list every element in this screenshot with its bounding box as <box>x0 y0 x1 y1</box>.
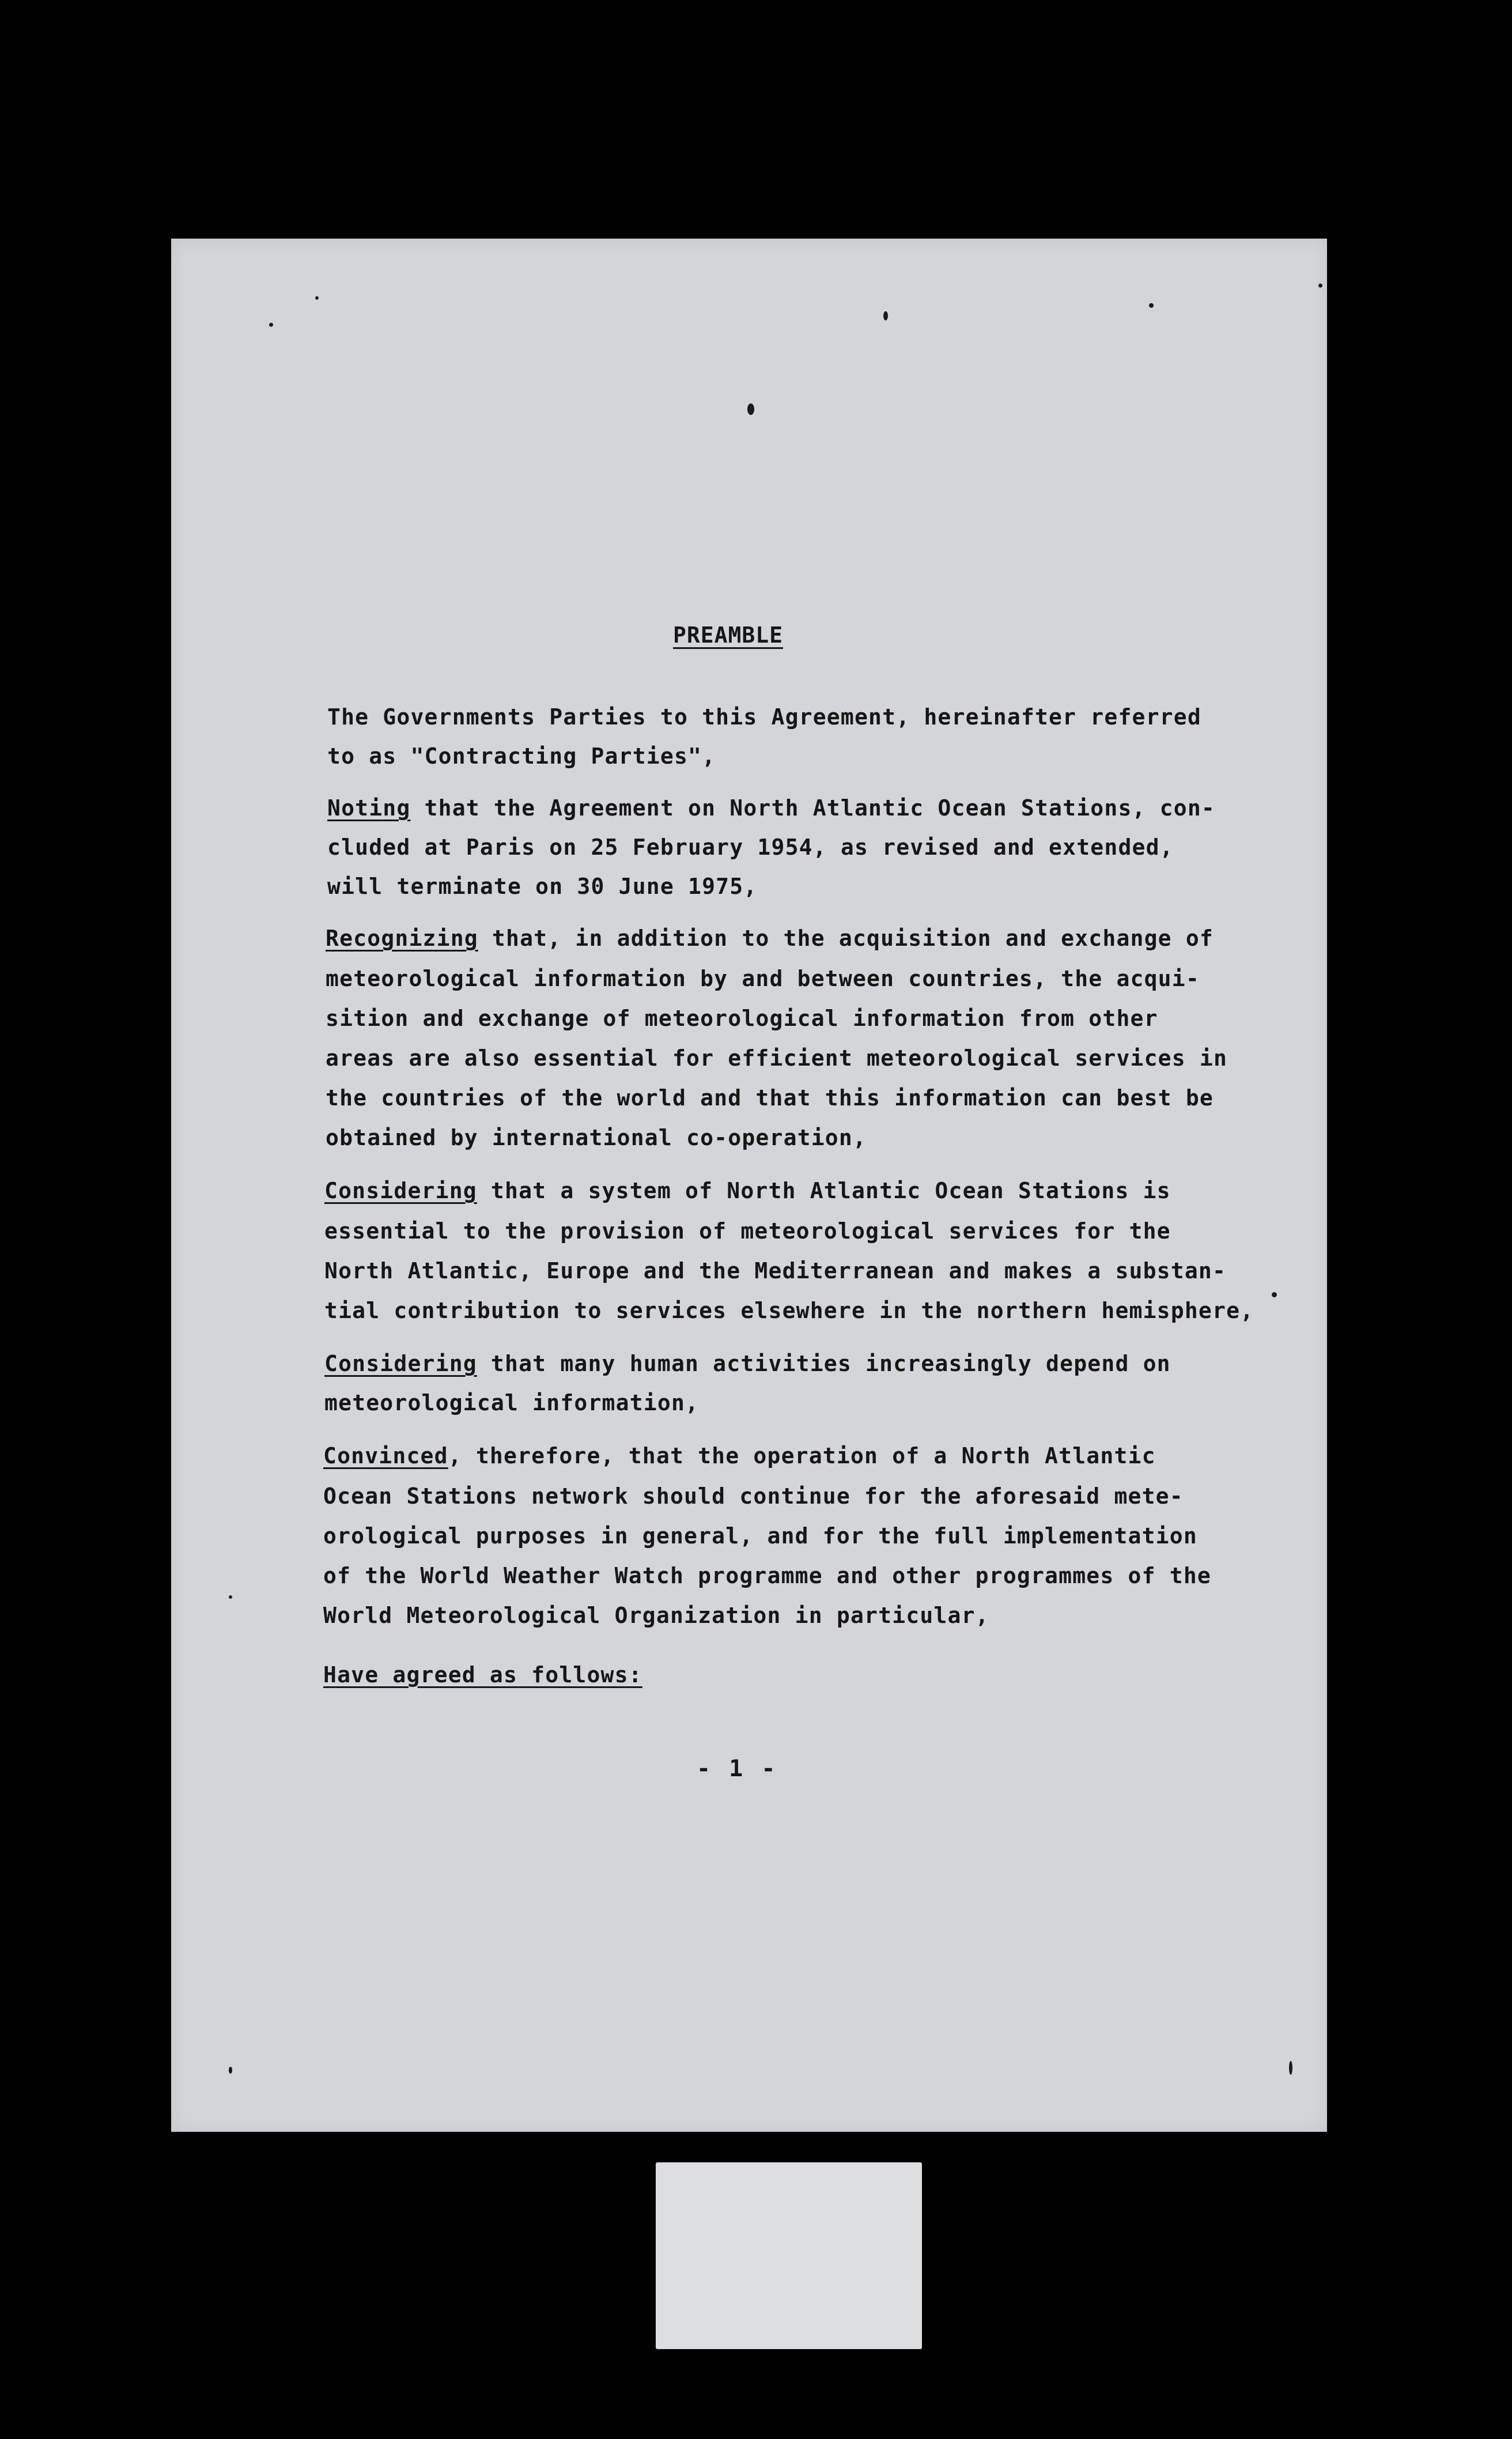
noting-line <box>327 795 1215 821</box>
recognizing-line: areas are also essential for efficient meteorological services in <box>326 1045 1228 1071</box>
considering-keyword: Considering <box>324 1178 477 1203</box>
recognizing-keyword: Recognizing <box>326 926 478 951</box>
considering-keyword: Considering <box>324 1351 477 1376</box>
considering-text: that many human activities increasingly depend on <box>477 1351 1171 1376</box>
noting-keyword: Noting <box>327 795 411 821</box>
convinced-line: Ocean Stations network should continue for the aforesaid mete- <box>323 1483 1184 1509</box>
intro-line: to as "Contracting Parties", <box>327 743 716 769</box>
noting-text: that the Agreement on North Atlantic Ocean Stations, con- <box>410 795 1215 821</box>
considering-line: meteorological information, <box>324 1390 700 1415</box>
considering-text: that a system of North Atlantic Ocean Stations is <box>477 1178 1171 1203</box>
noting-line: cluded at Paris on 25 February 1954, as revised and extended, <box>327 835 1174 860</box>
convinced-line: of the World Weather Watch programme and other programmes of the <box>323 1563 1211 1588</box>
page-title: PREAMBLE <box>673 622 784 648</box>
recognizing-text: that, in addition to the acquisition and exchange of <box>478 926 1214 951</box>
recognizing-line: sition and exchange of meteorological information from other <box>326 1006 1158 1031</box>
convinced-line: World Meteorological Organization in particular, <box>323 1603 989 1628</box>
considering-line: North Atlantic, Europe and the Mediterranean and makes a substan- <box>324 1258 1227 1283</box>
considering-line <box>324 1178 1171 1203</box>
considering-line: tial contribution to services elsewhere in the northern hemisphere, <box>324 1298 1254 1323</box>
recognizing-line: meteorological information by and between countries, the acqui- <box>326 966 1200 991</box>
recognizing-line: the countries of the world and that this information can best be <box>326 1085 1214 1111</box>
document-page <box>171 239 1327 2132</box>
blank-target-card <box>656 2162 922 2349</box>
convinced-line <box>323 1443 1156 1468</box>
intro-line: The Governments Parties to this Agreement, hereinafter referred <box>327 704 1201 730</box>
considering-line <box>324 1351 1171 1376</box>
document-body <box>171 239 1327 2132</box>
closing-line: Have agreed as follows: <box>323 1662 642 1687</box>
convinced-line: orological purposes in general, and for the full implementation <box>323 1523 1197 1549</box>
convinced-text: , therefore, that the operation of a North Atlantic <box>448 1443 1156 1468</box>
convinced-keyword: Convinced <box>323 1443 448 1468</box>
noting-line: will terminate on 30 June 1975, <box>327 874 758 899</box>
page-number: - 1 - <box>697 1755 778 1782</box>
recognizing-line <box>326 926 1214 951</box>
considering-line: essential to the provision of meteorological services for the <box>324 1218 1171 1244</box>
recognizing-line: obtained by international co-operation, <box>326 1125 867 1150</box>
